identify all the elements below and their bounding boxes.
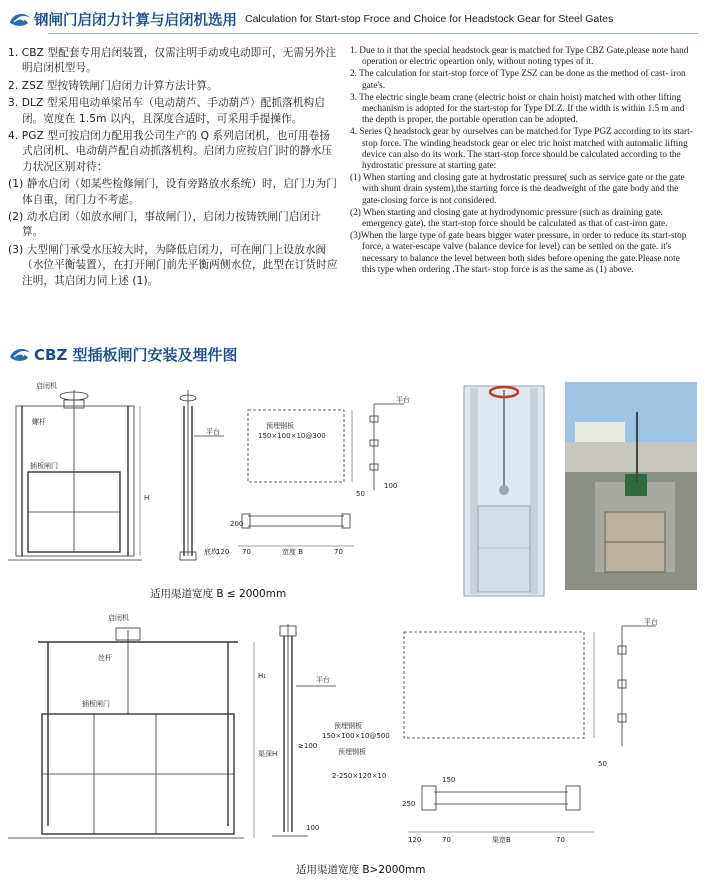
swirl-logo-icon	[8, 345, 34, 363]
label-120-large: 120	[408, 836, 422, 844]
label-gate-large: 插板闸门	[82, 700, 110, 708]
label-50: 50	[356, 490, 365, 498]
label-platform-2: 平台	[396, 396, 410, 404]
side-view	[180, 390, 224, 560]
en-text-column	[350, 46, 695, 277]
label-headstock: 启闭机	[36, 382, 57, 390]
cn-item: (1) 静水启闭（如某些检修闸门，设有旁路放水系统）时，启门力为门体自重，闭门力不考虑。	[8, 178, 337, 206]
embed-plan	[216, 410, 365, 556]
label-embed2: 预埋钢板	[338, 748, 366, 756]
cn-item: 1. CBZ 型配套专用启闭装置，仅需注明手动或电动即可，无需另外注明启闭机型号。	[8, 47, 337, 75]
label-embed2-spec: 2-250×120×10	[332, 772, 387, 780]
en-item: 4. Series Q headstock gear by ourselves can be matched for Type PGZ according to its start-stop force. The winding headstock gear or elec tric hoist matched with automalic lifting device can also do its work. The start-stop force should be calculated according to the hydrostatic pressure at starting gate:	[350, 127, 693, 172]
label-150: 150	[442, 776, 456, 784]
label-gate: 插板闸门	[30, 462, 58, 470]
label-100-large: 100	[306, 824, 320, 832]
cn-text-column	[8, 46, 338, 291]
label-H1: H₁	[258, 672, 267, 680]
label-200: 200	[230, 520, 244, 528]
installation-photo	[565, 382, 697, 590]
section-title-cn: 钢闸门启闭力计算与启闭机选用	[34, 12, 237, 29]
caption-large: 适用渠道宽度 B>2000mm	[296, 864, 426, 876]
embed-side-large	[618, 617, 658, 746]
label-70a-large: 70	[442, 836, 451, 844]
section-header-installation	[8, 342, 238, 366]
front-view	[8, 381, 149, 560]
cn-item: 4. PGZ 型可按启闭力配用我公司生产的 Q 系列启闭机，也可用卷扬式启闭机、电动葫芦配自动抓落机构。启闭力应按启门时的静水压力状况区别对待：	[8, 130, 333, 173]
caption-small: 适用渠道宽度 B ≤ 2000mm	[150, 588, 287, 600]
section-title-cn: CBZ 型插板闸门安装及埋件图	[34, 345, 238, 364]
drawing-small-gate	[8, 376, 448, 576]
label-platform-large: 平台	[316, 676, 330, 684]
gate-product-illustration	[456, 380, 552, 602]
label-platform-large-2: 平台	[644, 618, 658, 626]
embed-side	[370, 395, 410, 490]
label-headstock-large: 启闭机	[108, 614, 129, 622]
label-width: 宽度 B	[282, 548, 304, 556]
divider	[48, 33, 698, 34]
label-250: 250	[402, 800, 416, 808]
label-embed-spec: 150×100×10@300	[258, 432, 326, 440]
cn-item: 2. ZSZ 型按铸铁闸门启闭力计算方法计算。	[8, 79, 218, 92]
label-depth: 渠深H	[258, 750, 278, 758]
en-item: (3)When the large type of gate bears bigger water pressure, in order to reduce its start-stop force, a water-escape valve (balance device for level) can be settled on the gate. it's necessary to balance the level between both sides before opening the gate.Please note this type when ordering .The start- stop force is as the same as (1) above.	[350, 231, 687, 275]
cn-item: (3) 大型闸门承受水压较大时，为降低启闭力，可在闸门上设放水阀（水位平衡装置），在打开闸门前先平衡两侧水位，此型在订货时应注明，其启闭力同上述 (1)。	[8, 243, 338, 287]
drawing-large-gate	[8, 606, 698, 852]
label-embed: 预埋钢板	[266, 422, 294, 430]
label-stem-large: 丝杆	[98, 654, 112, 662]
label-H: H	[144, 494, 150, 502]
side-view-large	[272, 624, 336, 836]
label-70a: 70	[242, 548, 251, 556]
label-floor: 底坎	[204, 548, 218, 556]
label-platform: 平台	[206, 428, 220, 436]
label-70b: 70	[334, 548, 343, 556]
embed-plan-large	[322, 632, 607, 844]
cn-item: 3. DLZ 型采用电动单梁吊车（电动葫芦、手动葫芦）配抓落机构启闭。宽度在 1.5m 以内，且深度合适时，可采用手提操作。	[8, 97, 325, 125]
swirl-logo-icon	[8, 10, 34, 28]
label-width-large: 渠宽B	[492, 836, 511, 844]
en-item: 2. The calculation for start-stop force of Type ZSZ can be done as the method of cast- iron gate's.	[350, 69, 686, 91]
en-item: 3. The electric single beam crane (electric hoist or chain hoist) matched with other lifting mechanism is adopted for the start-stop for Type DLZ. If the width is within 1.5 m and the depth is proper, the portable operation can be adopted.	[350, 92, 685, 126]
label-embed-large: 预埋钢板	[334, 722, 362, 730]
en-item: (2) When starting and closing gate at hydrodynomic pressure (such as draining gate. emergency gate), the start-stop force should be calculated as that of cast-iron gate.	[350, 207, 668, 230]
en-item: (1) When starting and closing gate at hydrostatic pressure( such as service gate or the gate with shunt drain system),the starting force is the deadweight of the gate body and the gate-closing force is not considered.	[350, 173, 685, 206]
label-50-large: 50	[598, 760, 607, 768]
label-embed-spec-large: 150×100×10@500	[322, 732, 390, 740]
label-ge100: ≥100	[298, 742, 318, 750]
front-view-large	[8, 613, 277, 838]
cn-item: (2) 动水启闭（如放水闸门，事故闸门），启闭力按铸铁闸门启闭计算。	[8, 211, 321, 239]
label-120: 120	[216, 548, 230, 556]
section-title-en: Calculation for Start-stop Froce and Choice for Headstock Gear for Steel Gates	[245, 13, 614, 25]
label-100: 100	[384, 482, 398, 490]
section-header-calculation	[8, 8, 698, 30]
label-stem: 螺杆	[32, 418, 46, 426]
en-item: 1. Due to it that the special headstock gear is matched for Type CBZ Gate,please note hand operation or electric opeartion only, without noting types of it.	[350, 46, 689, 68]
label-70b-large: 70	[556, 836, 565, 844]
